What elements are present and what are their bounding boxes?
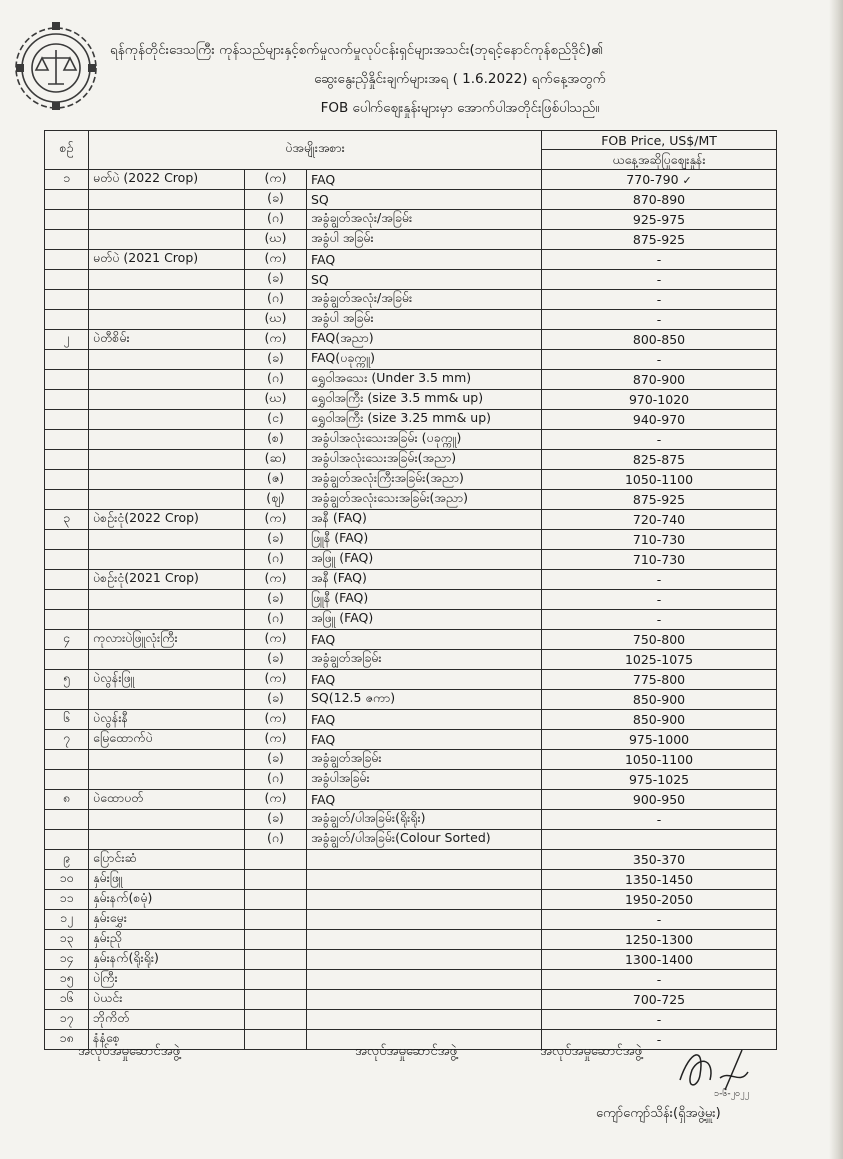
row-bean-name: နှမ်းနက်(စမုံ)	[89, 889, 245, 909]
row-grade-code: (က)	[245, 629, 307, 649]
table-row	[45, 229, 777, 249]
row-grade-code: (ခ)	[245, 689, 307, 709]
row-bean-name: မတ်ပဲ (2021 Crop)	[89, 249, 245, 269]
row-serial-no: ၁၂	[45, 909, 89, 929]
row-grade-code: (ဃ)	[245, 229, 307, 249]
row-grade: FAQ	[307, 729, 542, 749]
header-bean-type: ပဲအမျိုးအစား	[89, 131, 542, 170]
row-grade: FAQ(အညာ)	[307, 329, 542, 349]
table-row	[45, 749, 777, 769]
row-grade: အခွံချွတ်/ပါအခြမ်း(ရိုးရိုး)	[307, 809, 542, 829]
row-grade: အခွံချွတ်အလုံး/အခြမ်း	[307, 289, 542, 309]
row-serial-no	[45, 749, 89, 769]
row-price: -	[542, 309, 777, 329]
row-price: 710-730	[542, 529, 777, 549]
row-bean-name: နံနံစေ့	[89, 1029, 245, 1049]
row-grade-code: (ဂ)	[245, 289, 307, 309]
table-row	[45, 789, 777, 809]
row-grade: ရွှေဝါအကြီး (size 3.25 mm& up)	[307, 409, 542, 429]
table-row	[45, 989, 777, 1009]
document-header	[110, 36, 810, 123]
table-row	[45, 629, 777, 649]
row-grade-code: (က)	[245, 789, 307, 809]
row-price: -	[542, 809, 777, 829]
row-bean-name	[89, 469, 245, 489]
row-grade-code: (စ)	[245, 429, 307, 449]
row-grade-code	[245, 929, 307, 949]
row-bean-name	[89, 389, 245, 409]
row-price: -	[542, 269, 777, 289]
row-grade: အနီ (FAQ)	[307, 569, 542, 589]
table-row	[45, 549, 777, 569]
row-bean-name: နှမ်းဖြူ	[89, 869, 245, 889]
row-grade-code: (က)	[245, 509, 307, 529]
row-serial-no: ၁၀	[45, 869, 89, 889]
table-row	[45, 369, 777, 389]
row-grade-code: (ဂ)	[245, 769, 307, 789]
row-serial-no	[45, 209, 89, 229]
row-serial-no: ၁၁	[45, 889, 89, 909]
row-price: 1050-1100	[542, 469, 777, 489]
row-grade: FAQ	[307, 789, 542, 809]
row-bean-name	[89, 449, 245, 469]
table-row	[45, 349, 777, 369]
row-serial-no	[45, 609, 89, 629]
row-serial-no	[45, 309, 89, 329]
row-grade-code	[245, 869, 307, 889]
row-grade-code: (ဆ)	[245, 449, 307, 469]
row-grade: အဖြူ (FAQ)	[307, 609, 542, 629]
row-serial-no	[45, 369, 89, 389]
row-bean-name	[89, 829, 245, 849]
table-row	[45, 449, 777, 469]
row-price: 700-725	[542, 989, 777, 1009]
table-row	[45, 729, 777, 749]
row-grade	[307, 889, 542, 909]
row-price: 800-850	[542, 329, 777, 349]
row-grade-code: (က)	[245, 729, 307, 749]
row-bean-name	[89, 489, 245, 509]
row-price-value: 770-790	[626, 171, 679, 187]
check-mark-icon: ✓	[682, 173, 692, 187]
row-bean-name: နှမ်းနက်(ရိုးရိုး)	[89, 949, 245, 969]
row-grade: FAQ(ပခုက္ကူ)	[307, 349, 542, 369]
row-serial-no: ၈	[45, 789, 89, 809]
row-grade: FAQ	[307, 629, 542, 649]
row-price: 940-970	[542, 409, 777, 429]
row-grade-code: (က)	[245, 169, 307, 189]
row-bean-name: ကုလားပဲဖြူလုံးကြီး	[89, 629, 245, 649]
row-grade-code: (ခ)	[245, 589, 307, 609]
row-grade-code: (ခ)	[245, 269, 307, 289]
header-fob-price: FOB Price, US$/MT	[542, 131, 777, 150]
row-price	[542, 169, 777, 189]
row-grade	[307, 929, 542, 949]
table-row	[45, 509, 777, 529]
row-bean-name: ပြောင်းဆံ	[89, 849, 245, 869]
row-grade-code: (ခ)	[245, 189, 307, 209]
row-price: 975-1000	[542, 729, 777, 749]
row-serial-no	[45, 549, 89, 569]
row-serial-no: ၁၄	[45, 949, 89, 969]
row-grade-code: (ခ)	[245, 749, 307, 769]
row-price: 825-875	[542, 449, 777, 469]
row-serial-no	[45, 569, 89, 589]
row-bean-name	[89, 209, 245, 229]
row-bean-name: ပဲတီစိမ်း	[89, 329, 245, 349]
row-grade-code: (ဂ)	[245, 829, 307, 849]
row-serial-no: ၂	[45, 329, 89, 349]
row-price: -	[542, 589, 777, 609]
table-row	[45, 409, 777, 429]
row-price: 1050-1100	[542, 749, 777, 769]
row-grade: SQ	[307, 189, 542, 209]
header-date-line: ဆွေးနွေးညှိနှိုင်းချက်များအရ ( 1.6.2022) ရက်နေ့အတွက်	[314, 71, 606, 87]
table-row	[45, 649, 777, 669]
row-bean-name	[89, 229, 245, 249]
row-grade-code: (ဂ)	[245, 549, 307, 569]
row-serial-no	[45, 229, 89, 249]
row-serial-no	[45, 449, 89, 469]
row-bean-name	[89, 769, 245, 789]
row-serial-no	[45, 409, 89, 429]
row-grade-code	[245, 969, 307, 989]
table-row	[45, 669, 777, 689]
row-grade: SQ	[307, 269, 542, 289]
table-row	[45, 429, 777, 449]
row-serial-no	[45, 489, 89, 509]
table-row	[45, 529, 777, 549]
row-bean-name	[89, 269, 245, 289]
row-price: -	[542, 1009, 777, 1029]
row-grade: အခွံချွတ်အလုံးသေးအခြမ်း(အညာ)	[307, 489, 542, 509]
row-price: -	[542, 249, 777, 269]
row-bean-name	[89, 189, 245, 209]
price-table-body	[45, 169, 777, 1049]
table-row	[45, 869, 777, 889]
table-row	[45, 489, 777, 509]
row-price: 775-800	[542, 669, 777, 689]
table-row	[45, 249, 777, 269]
table-row	[45, 689, 777, 709]
row-bean-name	[89, 609, 245, 629]
row-grade-code: (ဂ)	[245, 209, 307, 229]
row-bean-name	[89, 589, 245, 609]
table-row	[45, 829, 777, 849]
row-grade	[307, 989, 542, 1009]
row-serial-no	[45, 829, 89, 849]
row-grade: အခွံချွတ်အလုံးကြီးအခြမ်း(အညာ)	[307, 469, 542, 489]
row-serial-no	[45, 249, 89, 269]
association-seal-logo	[8, 10, 104, 120]
row-grade-code: (ဂ)	[245, 369, 307, 389]
row-grade-code: (က)	[245, 329, 307, 349]
row-grade-code	[245, 849, 307, 869]
row-grade: အနီ (FAQ)	[307, 509, 542, 529]
fob-price-table	[44, 130, 777, 1050]
row-serial-no	[45, 809, 89, 829]
row-serial-no	[45, 689, 89, 709]
table-row	[45, 309, 777, 329]
row-serial-no	[45, 349, 89, 369]
table-row	[45, 849, 777, 869]
row-bean-name: ပဲလွန်းနီ	[89, 709, 245, 729]
header-fob-line: FOB ပေါက်ဈေးနှုန်းများမှာ အောက်ပါအတိုင်းဖြစ်ပါသည်။	[320, 100, 600, 116]
row-grade-code: (ခ)	[245, 529, 307, 549]
row-serial-no	[45, 589, 89, 609]
row-serial-no: ၇	[45, 729, 89, 749]
table-row	[45, 209, 777, 229]
row-grade: အခွံပါ အခြမ်း	[307, 229, 542, 249]
table-row	[45, 469, 777, 489]
row-serial-no	[45, 389, 89, 409]
table-row	[45, 969, 777, 989]
table-row	[45, 389, 777, 409]
row-grade: အခွံချွတ်အလုံး/အခြမ်း	[307, 209, 542, 229]
chairman-name: ကျော်ကျော်သိန်း(ရှိအဖွဲ့မှူး)	[596, 1106, 721, 1121]
row-price: 1950-2050	[542, 889, 777, 909]
row-price: 750-800	[542, 629, 777, 649]
row-grade: အခွံပါ အခြမ်း	[307, 309, 542, 329]
row-serial-no: ၁၇	[45, 1009, 89, 1029]
row-bean-name	[89, 749, 245, 769]
row-serial-no	[45, 769, 89, 789]
row-price: -	[542, 1029, 777, 1049]
row-grade-code	[245, 1009, 307, 1029]
row-grade-code: (င)	[245, 409, 307, 429]
row-bean-name: ပဲလွန်းဖြူ	[89, 669, 245, 689]
row-bean-name: ပဲထောပတ်	[89, 789, 245, 809]
row-price: 925-975	[542, 209, 777, 229]
row-serial-no	[45, 289, 89, 309]
table-row	[45, 289, 777, 309]
row-price: 710-730	[542, 549, 777, 569]
row-grade: ဖြူနီ (FAQ)	[307, 529, 542, 549]
row-grade-code	[245, 989, 307, 1009]
row-price: -	[542, 349, 777, 369]
row-bean-name	[89, 409, 245, 429]
row-price: -	[542, 289, 777, 309]
row-grade: FAQ	[307, 709, 542, 729]
row-price: 850-900	[542, 709, 777, 729]
row-price: 970-1020	[542, 389, 777, 409]
row-serial-no	[45, 189, 89, 209]
row-bean-name: ပဲယင်း	[89, 989, 245, 1009]
table-row	[45, 949, 777, 969]
table-row	[45, 769, 777, 789]
row-grade: ဖြူနီ (FAQ)	[307, 589, 542, 609]
row-grade-code: (က)	[245, 709, 307, 729]
row-price: -	[542, 609, 777, 629]
row-grade-code: (ခ)	[245, 649, 307, 669]
table-row	[45, 169, 777, 189]
row-price: 870-890	[542, 189, 777, 209]
row-price: 900-950	[542, 789, 777, 809]
table-row	[45, 189, 777, 209]
row-grade: အခွံပါအလုံးသေးအခြမ်း(အညာ)	[307, 449, 542, 469]
row-grade-code: (ဃ)	[245, 389, 307, 409]
row-grade-code: (ဃ)	[245, 309, 307, 329]
table-row	[45, 329, 777, 349]
row-serial-no	[45, 649, 89, 669]
table-row	[45, 889, 777, 909]
row-serial-no: ၆	[45, 709, 89, 729]
row-bean-name	[89, 529, 245, 549]
handwritten-date: ၁-၆-၂၀၂၂	[714, 1089, 749, 1099]
row-bean-name	[89, 289, 245, 309]
row-bean-name	[89, 429, 245, 449]
row-price: 1250-1300	[542, 929, 777, 949]
row-grade-code	[245, 889, 307, 909]
row-serial-no: ၁၃	[45, 929, 89, 949]
row-price: 850-900	[542, 689, 777, 709]
row-serial-no: ၅	[45, 669, 89, 689]
signature-label-2: အလုပ်အမှုဆောင်အဖွဲ့	[355, 1044, 457, 1059]
row-bean-name	[89, 549, 245, 569]
row-grade-code: (ဈ)	[245, 489, 307, 509]
row-grade-code	[245, 909, 307, 929]
row-bean-name	[89, 689, 245, 709]
row-price: 350-370	[542, 849, 777, 869]
row-price: -	[542, 429, 777, 449]
row-grade-code: (ဇ)	[245, 469, 307, 489]
row-bean-name	[89, 649, 245, 669]
row-grade: FAQ	[307, 169, 542, 189]
row-serial-no: ၉	[45, 849, 89, 869]
table-row	[45, 589, 777, 609]
row-grade: FAQ	[307, 249, 542, 269]
row-grade: အခွံပါအလုံးသေးအခြမ်း (ပခုက္ကူ)	[307, 429, 542, 449]
row-grade-code	[245, 949, 307, 969]
row-grade: ရွှေဝါအသေး (Under 3.5 mm)	[307, 369, 542, 389]
header-serial-no: စဉ်	[45, 131, 89, 170]
row-price: -	[542, 909, 777, 929]
signature-label-1: အလုပ်အမှုဆောင်အဖွဲ့	[78, 1044, 180, 1059]
row-grade	[307, 949, 542, 969]
row-bean-name	[89, 809, 245, 829]
row-price: 1350-1450	[542, 869, 777, 889]
row-serial-no: ၄	[45, 629, 89, 649]
row-price: 720-740	[542, 509, 777, 529]
row-grade: FAQ	[307, 669, 542, 689]
table-row	[45, 1009, 777, 1029]
row-bean-name: ပဲစဉ်းငုံ(2022 Crop)	[89, 509, 245, 529]
row-grade	[307, 869, 542, 889]
table-row	[45, 269, 777, 289]
row-grade: အခွံပါအခြမ်း	[307, 769, 542, 789]
row-grade: အခွံချွတ်/ပါအခြမ်း(Colour Sorted)	[307, 829, 542, 849]
row-grade-code: (က)	[245, 569, 307, 589]
row-price: 1300-1400	[542, 949, 777, 969]
row-bean-name: ပဲစဉ်းငုံ(2021 Crop)	[89, 569, 245, 589]
row-serial-no: ၁၈	[45, 1029, 89, 1049]
handwritten-signature	[670, 1040, 770, 1100]
row-price: 975-1025	[542, 769, 777, 789]
row-bean-name	[89, 369, 245, 389]
row-grade: အခွံချွတ်အခြမ်း	[307, 649, 542, 669]
page-edge-shadow	[829, 0, 843, 1159]
table-row	[45, 909, 777, 929]
row-price: -	[542, 569, 777, 589]
row-serial-no	[45, 469, 89, 489]
row-bean-name	[89, 349, 245, 369]
signature-label-3: အလုပ်အမှုဆောင်အဖွဲ့	[540, 1044, 642, 1059]
row-bean-name: ပဲကြီး	[89, 969, 245, 989]
row-grade: အခွံချွတ်အခြမ်း	[307, 749, 542, 769]
row-grade-code: (က)	[245, 249, 307, 269]
row-serial-no	[45, 269, 89, 289]
row-grade	[307, 849, 542, 869]
row-grade-code: (ဂ)	[245, 609, 307, 629]
row-grade	[307, 969, 542, 989]
row-grade-code: (က)	[245, 669, 307, 689]
row-serial-no: ၁၅	[45, 969, 89, 989]
row-grade-code: (ခ)	[245, 349, 307, 369]
row-price: 870-900	[542, 369, 777, 389]
row-grade-code: (ခ)	[245, 809, 307, 829]
row-bean-name: မြေထောက်ပဲ	[89, 729, 245, 749]
row-bean-name: မတ်ပဲ (2022 Crop)	[89, 169, 245, 189]
row-serial-no	[45, 529, 89, 549]
table-row	[45, 929, 777, 949]
row-grade	[307, 1009, 542, 1029]
row-price: 875-925	[542, 229, 777, 249]
row-serial-no	[45, 429, 89, 449]
row-bean-name: ဘိုကိတ်	[89, 1009, 245, 1029]
table-row	[45, 569, 777, 589]
table-row	[45, 609, 777, 629]
row-price: -	[542, 969, 777, 989]
row-grade	[307, 909, 542, 929]
row-grade: ရွှေဝါအကြီး (size 3.5 mm& up)	[307, 389, 542, 409]
table-row	[45, 809, 777, 829]
row-grade: SQ(12.5 ဇကာ)	[307, 689, 542, 709]
row-serial-no: ၃	[45, 509, 89, 529]
header-proposed-price: ယနေ့အဆိုပြုဈေးနှုန်း	[542, 150, 777, 169]
row-bean-name: နှမ်းညို	[89, 929, 245, 949]
row-bean-name	[89, 309, 245, 329]
row-grade: အဖြူ (FAQ)	[307, 549, 542, 569]
row-serial-no: ၁၆	[45, 989, 89, 1009]
row-price: 875-925	[542, 489, 777, 509]
row-price	[542, 829, 777, 849]
header-association-name: ရန်ကုန်တိုင်းဒေသကြီး ကုန်သည်များနှင့်စက်မှုလက်မှုလုပ်ငန်းရှင်များအသင်း(ဘုရင့်နောင်ကုန်စည်ဒိုင်)၏	[110, 42, 603, 58]
table-row	[45, 709, 777, 729]
row-serial-no: ၁	[45, 169, 89, 189]
row-price: 1025-1075	[542, 649, 777, 669]
row-bean-name: နှမ်းမွှေး	[89, 909, 245, 929]
